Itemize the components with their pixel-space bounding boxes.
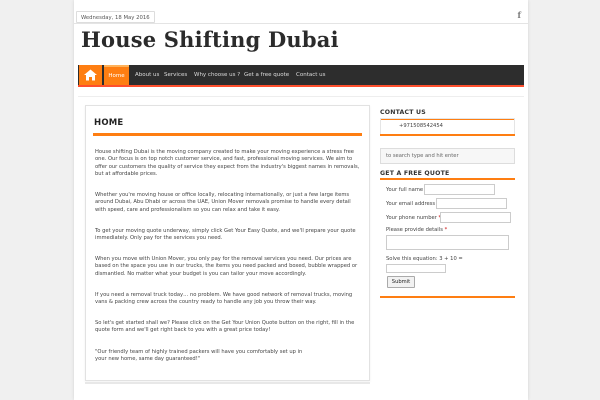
quote-form bbox=[380, 180, 515, 295]
post-article bbox=[85, 105, 370, 381]
content-divider bbox=[78, 96, 524, 97]
post-paragraph: To get your moving quote underway, simply click Get Your Easy Quote, and we'll prepare your quote immediately. Only pay for the services you need. bbox=[95, 228, 356, 242]
nav-item-about-us[interactable]: About us bbox=[135, 72, 160, 78]
post-title: HOME bbox=[94, 118, 124, 128]
details-textarea[interactable] bbox=[386, 235, 509, 250]
nav-item-why-choose-us[interactable]: Why choose us ? bbox=[194, 72, 241, 78]
contact-phone[interactable]: +971508542454 bbox=[380, 118, 515, 135]
page-container bbox=[74, 0, 528, 400]
facebook-icon[interactable]: f bbox=[517, 10, 521, 20]
nav-home-icon-button[interactable] bbox=[79, 65, 102, 85]
captcha-label: Solve this equation: 3 + 10 = bbox=[386, 256, 463, 262]
nav-item-home[interactable]: Home bbox=[104, 65, 129, 85]
title-underline bbox=[93, 133, 362, 136]
contact-heading: CONTACT US bbox=[380, 109, 426, 116]
top-bar bbox=[74, 9, 528, 24]
search-input[interactable]: to search type and hit enter bbox=[380, 148, 515, 164]
details-label: Please provide details * bbox=[386, 227, 448, 233]
name-field[interactable] bbox=[424, 184, 495, 195]
phone-field[interactable] bbox=[440, 212, 511, 223]
post-bottom-border bbox=[85, 382, 370, 384]
date-display: Wednesday, 18 May 2016 bbox=[76, 11, 155, 23]
post-paragraph: If you need a removal truck today… no problem. We have good network of removal trucks, moving vans & packing crew across the country ready to handle any job you throw their way. bbox=[95, 292, 353, 306]
contact-box-underline bbox=[380, 134, 515, 136]
nav-item-get-a-free-quote[interactable]: Get a free quote bbox=[244, 72, 290, 78]
email-field[interactable] bbox=[436, 198, 507, 209]
nav-item-services[interactable]: Services bbox=[164, 72, 188, 78]
quote-form-underline bbox=[380, 296, 515, 298]
home-icon bbox=[79, 65, 102, 85]
post-quote: "Our friendly team of highly trained packers will have you comfortably set up in your new home, same day guaranteed!" bbox=[95, 349, 303, 363]
email-label: Your email address bbox=[386, 201, 436, 207]
post-paragraph: So let's get started shall we? Please click on the Get Your Union Quote button on the right, fill in the quote form and we'll get right back to you with a great price today! bbox=[95, 320, 355, 334]
site-title[interactable]: House Shifting Dubai bbox=[81, 27, 339, 52]
submit-button[interactable]: Submit bbox=[387, 276, 415, 288]
post-paragraph: House shifting Dubai is the moving company created to make your moving experience a stress free one. Our focus is on top notch customer service, and fast, professional moving services. We aim to offer our customers the quality of service they expect from the industry's biggest names in removals, but at affordable prices. bbox=[95, 149, 360, 177]
post-paragraph: Whether you're moving house or office locally, relocating internationally, or just a few large items around Dubai, Abu Dhabi or across the UAE, Union Mover removals promise to handle every detail with speed, care and professionalism so you can relax and take it easy. bbox=[95, 192, 351, 213]
post-paragraph: When you move with Union Mover, you only pay for the removal services you need. Our prices are based on the space you use in our trucks, the items you need packed and boxed, bubble wrapped or dismantled. No matter what your budget is you can tailor your move accordingly. bbox=[95, 256, 358, 277]
captcha-field[interactable] bbox=[386, 264, 446, 273]
main-nav bbox=[78, 65, 524, 87]
quote-heading: GET A FREE QUOTE bbox=[380, 170, 450, 177]
nav-item-contact-us[interactable]: Contact us bbox=[296, 72, 326, 78]
name-label: Your full name bbox=[386, 187, 424, 193]
phone-label: Your phone number bbox=[386, 215, 437, 221]
